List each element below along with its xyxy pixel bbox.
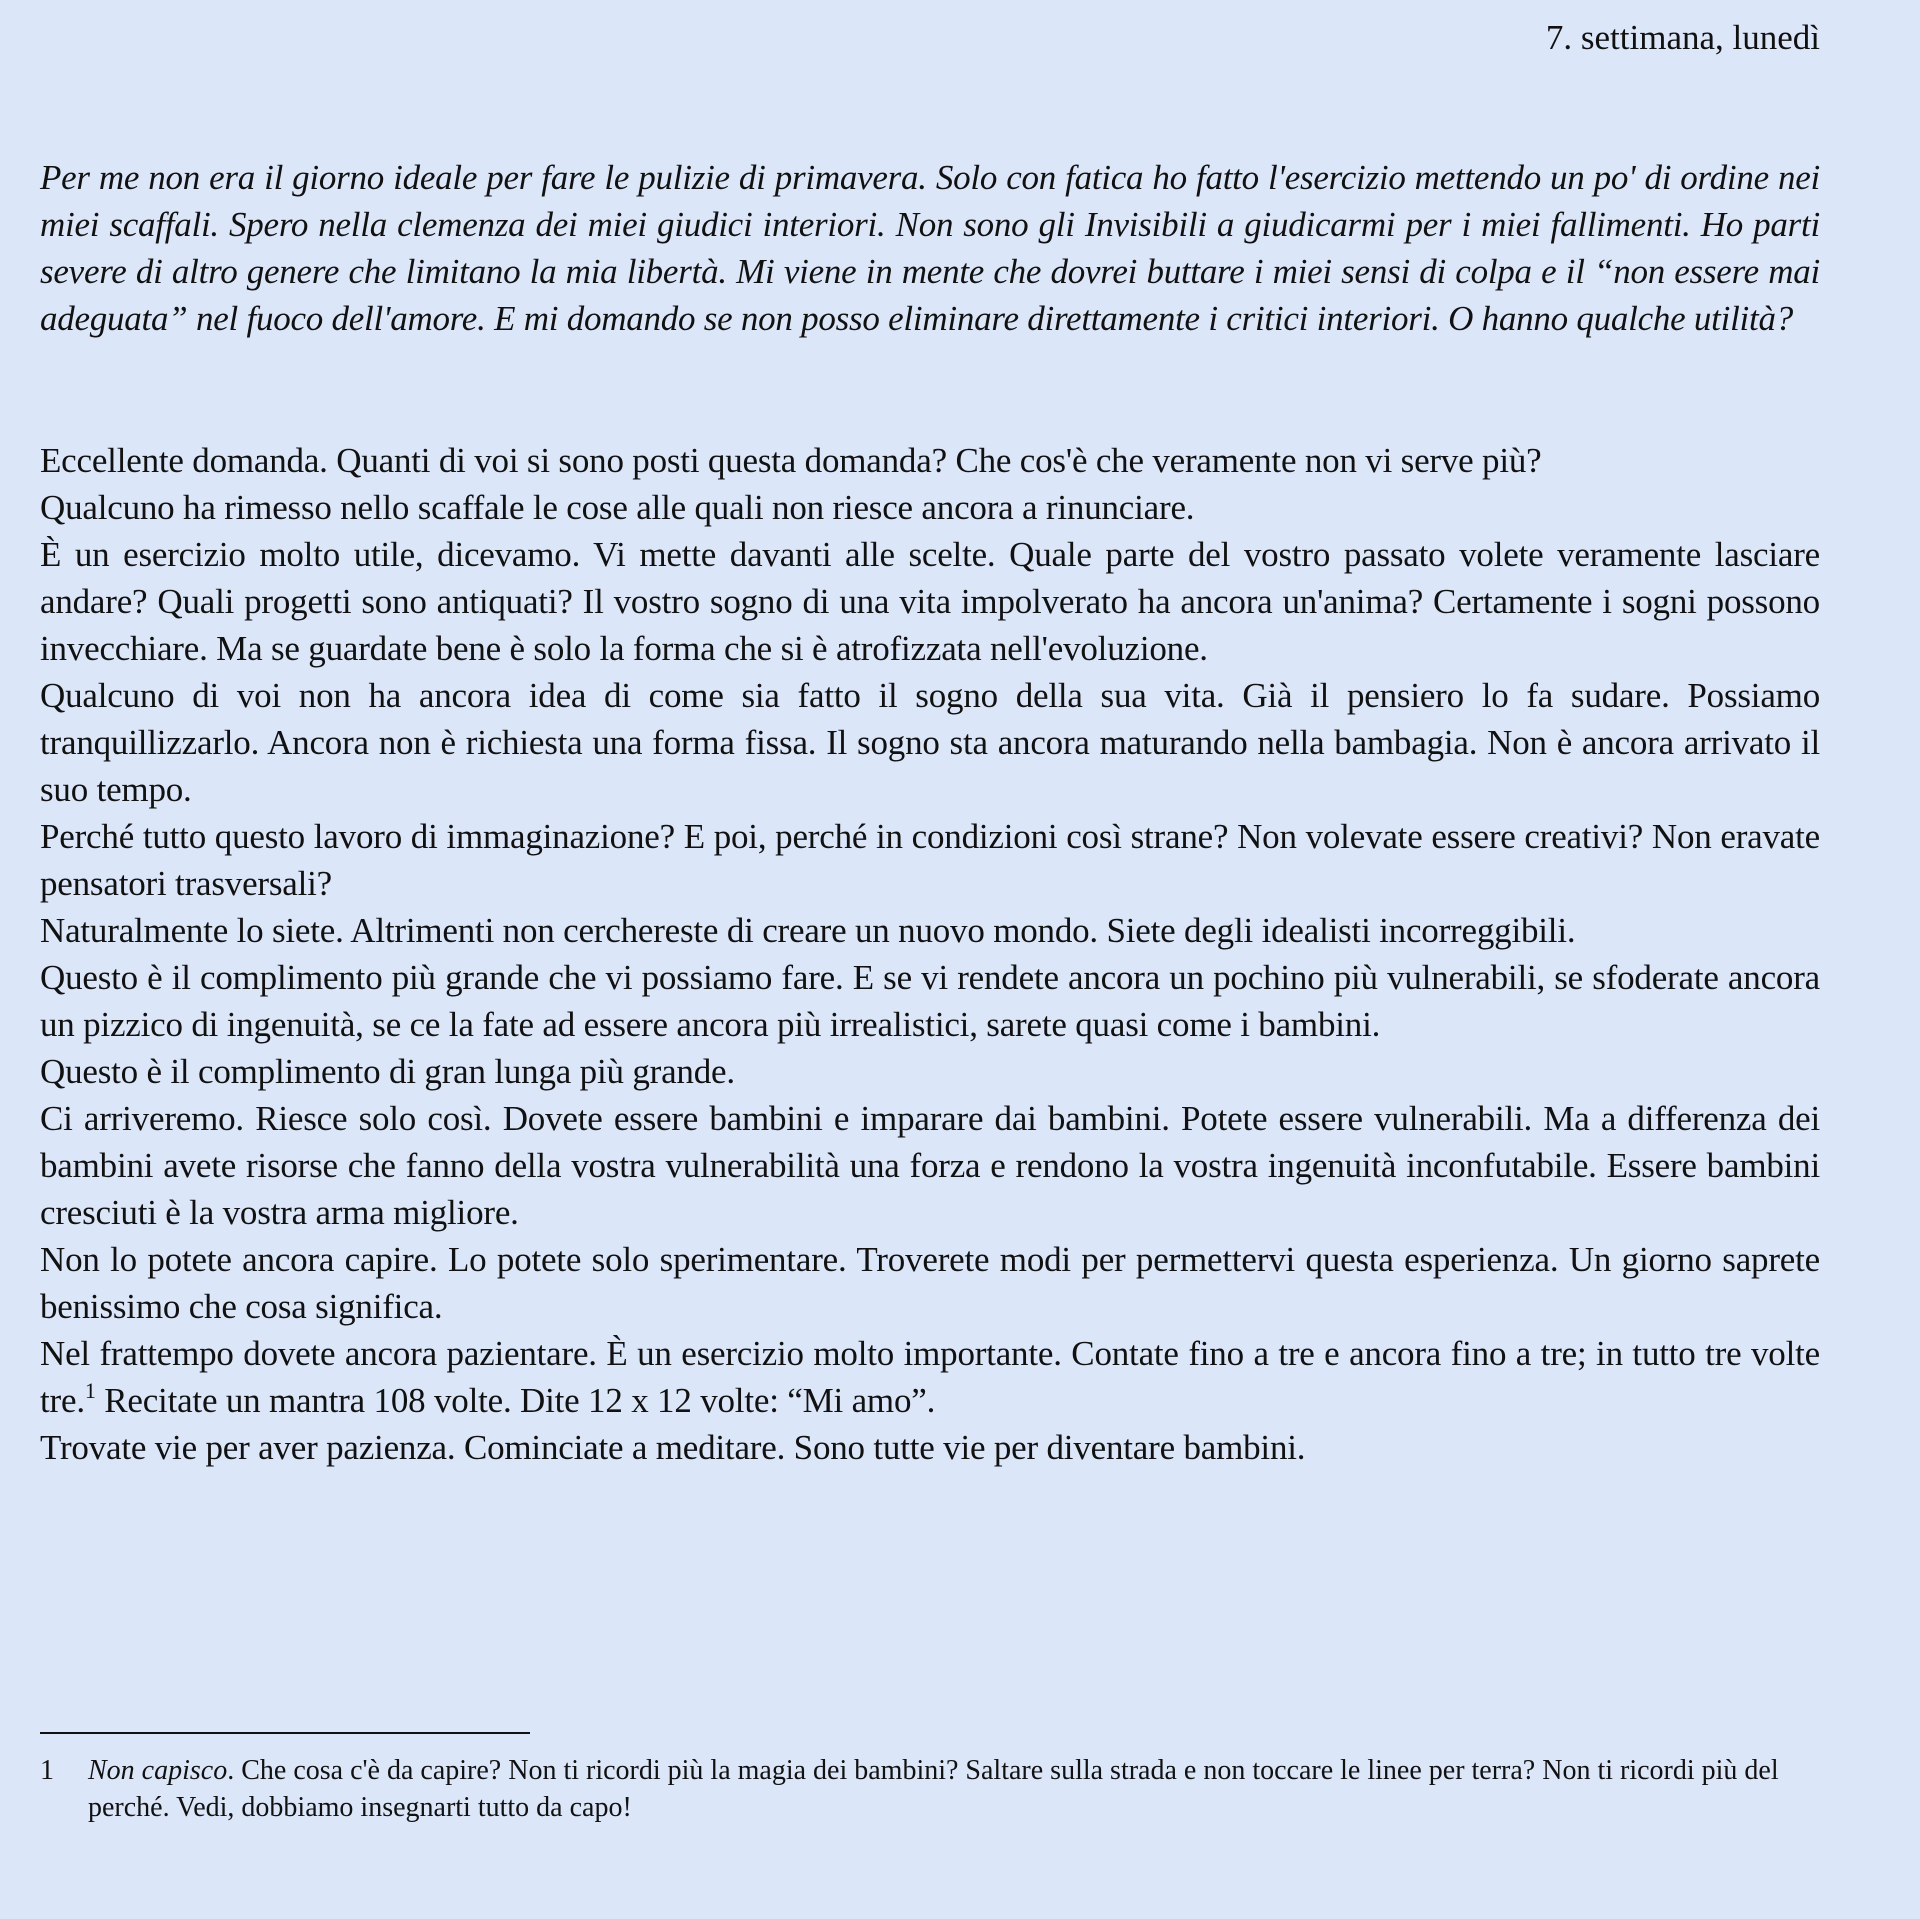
footnote-body [88, 1752, 1820, 1826]
answer-paragraph: Ci arriveremo. Riesce solo così. Dovete essere bambini e imparare dai bambini. Potete essere vulnerabili. Ma a differenza dei bambini avete risorse che fanno della vostra vulnerabilità una forza e rendono la vostra ingenuità inconfutabile. Essere bambini cresciuti è la vostra arma migliore. [40, 1099, 1820, 1232]
answer-paragraph: Questo è il complimento di gran lunga più grande. [40, 1052, 735, 1091]
footnote [40, 1752, 1820, 1826]
question-paragraph: Per me non era il giorno ideale per fare le pulizie di primavera. Solo con fatica ho fatto l'esercizio mettendo un po' di ordine nei miei scaffali. Spero nella clemenza dei miei giudici interiori. Non sono gli Invisibili a giudicarmi per i miei fallimenti. Ho parti severe di altro genere che limitano la mia libertà. Mi viene in mente che dovrei buttare i miei sensi di colpa e il “non essere mai adeguata” nel fuoco dell'amore. E mi domando se non posso eliminare direttamente i critici interiori. O hanno qualche utilità? [40, 158, 1820, 338]
footnote-reference[interactable]: 1 [84, 1378, 96, 1403]
footnote-separator [40, 1732, 530, 1734]
patience-paragraph [40, 1330, 1820, 1424]
patience-text-after: Recitate un mantra 108 volte. Dite 12 x 12 volte: “Mi amo”. [95, 1381, 936, 1420]
answer-paragraph: Qualcuno di voi non ha ancora idea di come sia fatto il sogno della sua vita. Già il pensiero lo fa sudare. Possiamo tranquillizzarlo. Ancora non è richiesta una forma fissa. Il sogno sta ancora maturando nella bambagia. Non è ancora arrivato il suo tempo. [40, 676, 1820, 809]
answer-body [40, 437, 1820, 1471]
answer-paragraph: Naturalmente lo siete. Altrimenti non cerchereste di creare un nuovo mondo. Siete degli idealisti incorreggibili. [40, 911, 1576, 950]
page-header: 7. settimana, lunedì [1545, 18, 1820, 57]
answer-paragraph: Perché tutto questo lavoro di immaginazione? E poi, perché in condizioni così strane? Non volevate essere creativi? Non eravate pensatori trasversali? [40, 817, 1820, 903]
footnote-text: . Che cosa c'è da capire? Non ti ricordi più la magia dei bambini? Saltare sulla strada e non toccare le linee per terra? Non ti ricordi più del perché. Vedi, dobbiamo insegnarti tutto da capo! [88, 1755, 1779, 1823]
answer-paragraph: È un esercizio molto utile, dicevamo. Vi mette davanti alle scelte. Quale parte del vostro passato volete veramente lasciare andare? Quali progetti sono antiquati? Il vostro sogno di una vita impolverato ha ancora un'anima? Certamente i sogni possono invecchiare. Ma se guardate bene è solo la forma che si è atrofizzata nell'evoluzione. [40, 535, 1820, 668]
answer-paragraph: Qualcuno ha rimesso nello scaffale le cose alle quali non riesce ancora a rinunciare. [40, 488, 1195, 527]
answer-paragraph: Eccellente domanda. Quanti di voi si sono posti questa domanda? Che cos'è che veramente non vi serve più? [40, 441, 1542, 480]
closing-paragraph: Trovate vie per aver pazienza. Cominciate a meditare. Sono tutte vie per diventare bambini. [40, 1428, 1306, 1467]
footnote-italic-lead: Non capisco [88, 1755, 228, 1786]
answer-paragraph: Non lo potete ancora capire. Lo potete solo sperimentare. Troverete modi per permettervi questa esperienza. Un giorno saprete benissimo che cosa significa. [40, 1240, 1820, 1326]
footnote-number: 1 [40, 1755, 54, 1786]
patience-text-before: Nel frattempo dovete ancora pazientare. È un esercizio molto importante. Contate fino a tre e ancora fino a tre; in tutto tre volte tre. [40, 1334, 1820, 1420]
answer-paragraph: Questo è il complimento più grande che vi possiamo fare. E se vi rendete ancora un pochino più vulnerabili, se sfoderate ancora un pizzico di ingenuità, se ce la fate ad essere ancora più irrealistici, sarete quasi come i bambini. [40, 958, 1820, 1044]
